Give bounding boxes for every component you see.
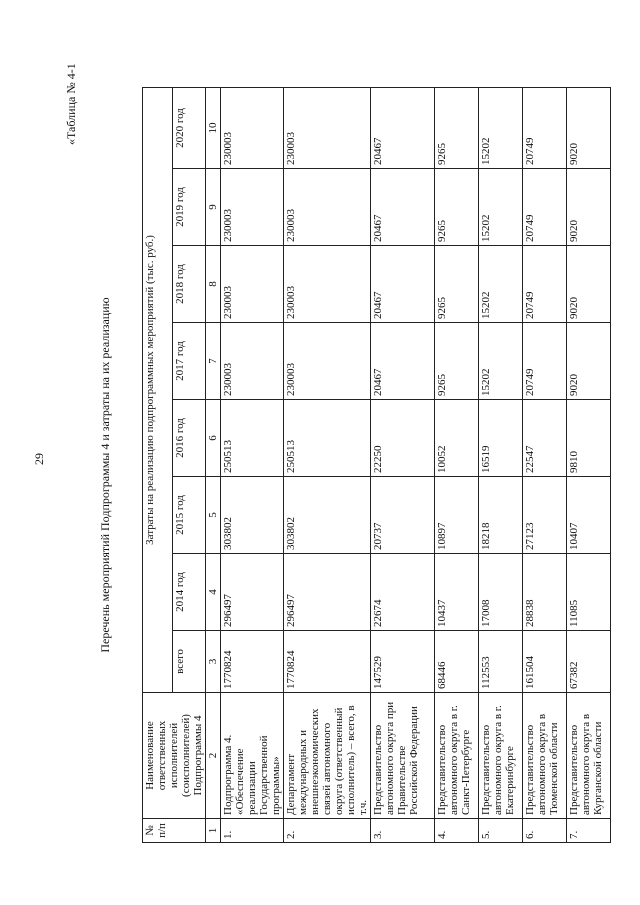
row-value: 230003 xyxy=(284,87,371,168)
row-value: 230003 xyxy=(221,323,284,400)
row-value: 10437 xyxy=(435,554,479,631)
table-caption: Перечень мероприятий Подпрограммы 4 и затраты на их реализацию xyxy=(98,297,112,653)
row-value: 15202 xyxy=(479,169,523,246)
row-value: 9020 xyxy=(567,169,611,246)
row-value: 16519 xyxy=(479,400,523,477)
row-value: 9265 xyxy=(435,169,479,246)
page-number: 29 xyxy=(32,453,46,465)
table-row xyxy=(523,87,567,842)
column-number: 9 xyxy=(206,169,221,246)
row-value: 250513 xyxy=(221,400,284,477)
row-value: 230003 xyxy=(221,169,284,246)
row-value: 10897 xyxy=(435,477,479,554)
header-year: 2014 год xyxy=(173,554,206,631)
row-value: 10052 xyxy=(435,400,479,477)
row-name: Представительство автономного округа в Тюменской области xyxy=(523,693,567,819)
header-num: № п/п xyxy=(143,819,206,843)
column-number: 8 xyxy=(206,246,221,323)
row-num: 3. xyxy=(371,819,435,843)
row-value: 230003 xyxy=(284,246,371,323)
row-total: 161504 xyxy=(523,631,567,693)
row-value: 20467 xyxy=(371,169,435,246)
header-year: 2018 год xyxy=(173,246,206,323)
header-year: 2015 год xyxy=(173,477,206,554)
row-value: 9265 xyxy=(435,246,479,323)
row-value: 230003 xyxy=(221,87,284,168)
row-value: 28838 xyxy=(523,554,567,631)
row-num: 2. xyxy=(284,819,371,843)
row-value: 250513 xyxy=(284,400,371,477)
row-value: 20749 xyxy=(523,169,567,246)
table-row xyxy=(435,87,479,842)
row-value: 20737 xyxy=(371,477,435,554)
row-value: 22674 xyxy=(371,554,435,631)
row-value: 9265 xyxy=(435,323,479,400)
table-row xyxy=(567,87,611,842)
header-row xyxy=(143,87,173,842)
table-row xyxy=(221,87,284,842)
row-value: 296497 xyxy=(284,554,371,631)
row-total: 1770824 xyxy=(284,631,371,693)
row-value: 303802 xyxy=(284,477,371,554)
table-row xyxy=(284,87,371,842)
column-number: 1 xyxy=(206,819,221,843)
row-value: 20749 xyxy=(523,323,567,400)
table-row xyxy=(371,87,435,842)
row-total: 68446 xyxy=(435,631,479,693)
header-year: 2016 год xyxy=(173,400,206,477)
row-value: 20749 xyxy=(523,246,567,323)
row-value: 296497 xyxy=(221,554,284,631)
row-value: 9265 xyxy=(435,87,479,168)
column-number: 4 xyxy=(206,554,221,631)
row-name: Представительство автономного округа в г. Екатеринбурге xyxy=(479,693,523,819)
row-value: 9020 xyxy=(567,323,611,400)
costs-table xyxy=(142,87,611,843)
row-total: 147529 xyxy=(371,631,435,693)
row-value: 15202 xyxy=(479,87,523,168)
row-num: 6. xyxy=(523,819,567,843)
row-name: Представительство автономного округа в Курганской области xyxy=(567,693,611,819)
row-total: 67382 xyxy=(567,631,611,693)
row-value: 22250 xyxy=(371,400,435,477)
row-total: 112553 xyxy=(479,631,523,693)
column-number: 2 xyxy=(206,693,221,819)
row-value: 230003 xyxy=(284,323,371,400)
row-value: 20749 xyxy=(523,87,567,168)
row-value: 11085 xyxy=(567,554,611,631)
row-value: 20467 xyxy=(371,323,435,400)
header-year: 2020 год xyxy=(173,87,206,168)
row-num: 1. xyxy=(221,819,284,843)
header-year: 2019 год xyxy=(173,169,206,246)
row-name: Представительство автономного округа при Правительстве Российской Федерации xyxy=(371,693,435,819)
header-year: 2017 год xyxy=(173,323,206,400)
row-total: 1770824 xyxy=(221,631,284,693)
row-value: 18218 xyxy=(479,477,523,554)
row-value: 17008 xyxy=(479,554,523,631)
column-number-row xyxy=(206,87,221,842)
row-name: Подпрограмма 4. «Обеспечение реализации Государственной программы» xyxy=(221,693,284,819)
header-total: всего xyxy=(173,631,206,693)
row-num: 5. xyxy=(479,819,523,843)
row-value: 9020 xyxy=(567,246,611,323)
column-number: 3 xyxy=(206,631,221,693)
row-num: 7. xyxy=(567,819,611,843)
column-number: 6 xyxy=(206,400,221,477)
header-costs-group: Затраты на реализацию подпрограммных мероприятий (тыс. руб.) xyxy=(143,87,173,692)
table-row xyxy=(479,87,523,842)
row-value: 20467 xyxy=(371,246,435,323)
row-num: 4. xyxy=(435,819,479,843)
column-number: 7 xyxy=(206,323,221,400)
row-value: 27123 xyxy=(523,477,567,554)
row-value: 10407 xyxy=(567,477,611,554)
column-number: 10 xyxy=(206,87,221,168)
row-value: 9810 xyxy=(567,400,611,477)
row-value: 230003 xyxy=(284,169,371,246)
row-value: 15202 xyxy=(479,246,523,323)
row-value: 9020 xyxy=(567,87,611,168)
header-name: Наименование ответственных исполнителей (соисполнителей) Подпрограммы 4 xyxy=(143,693,206,819)
row-value: 230003 xyxy=(221,246,284,323)
row-value: 20467 xyxy=(371,87,435,168)
row-name: Представительство автономного округа в г. Санкт-Петербурге xyxy=(435,693,479,819)
row-value: 15202 xyxy=(479,323,523,400)
row-name: Департамент международных и внешнеэкономических связей автономного округа (ответственный исполнитель) – всего, в т.ч. xyxy=(284,693,371,819)
row-value: 303802 xyxy=(221,477,284,554)
row-value: 22547 xyxy=(523,400,567,477)
column-number: 5 xyxy=(206,477,221,554)
table-label: «Таблица № 4-1 xyxy=(64,63,78,145)
